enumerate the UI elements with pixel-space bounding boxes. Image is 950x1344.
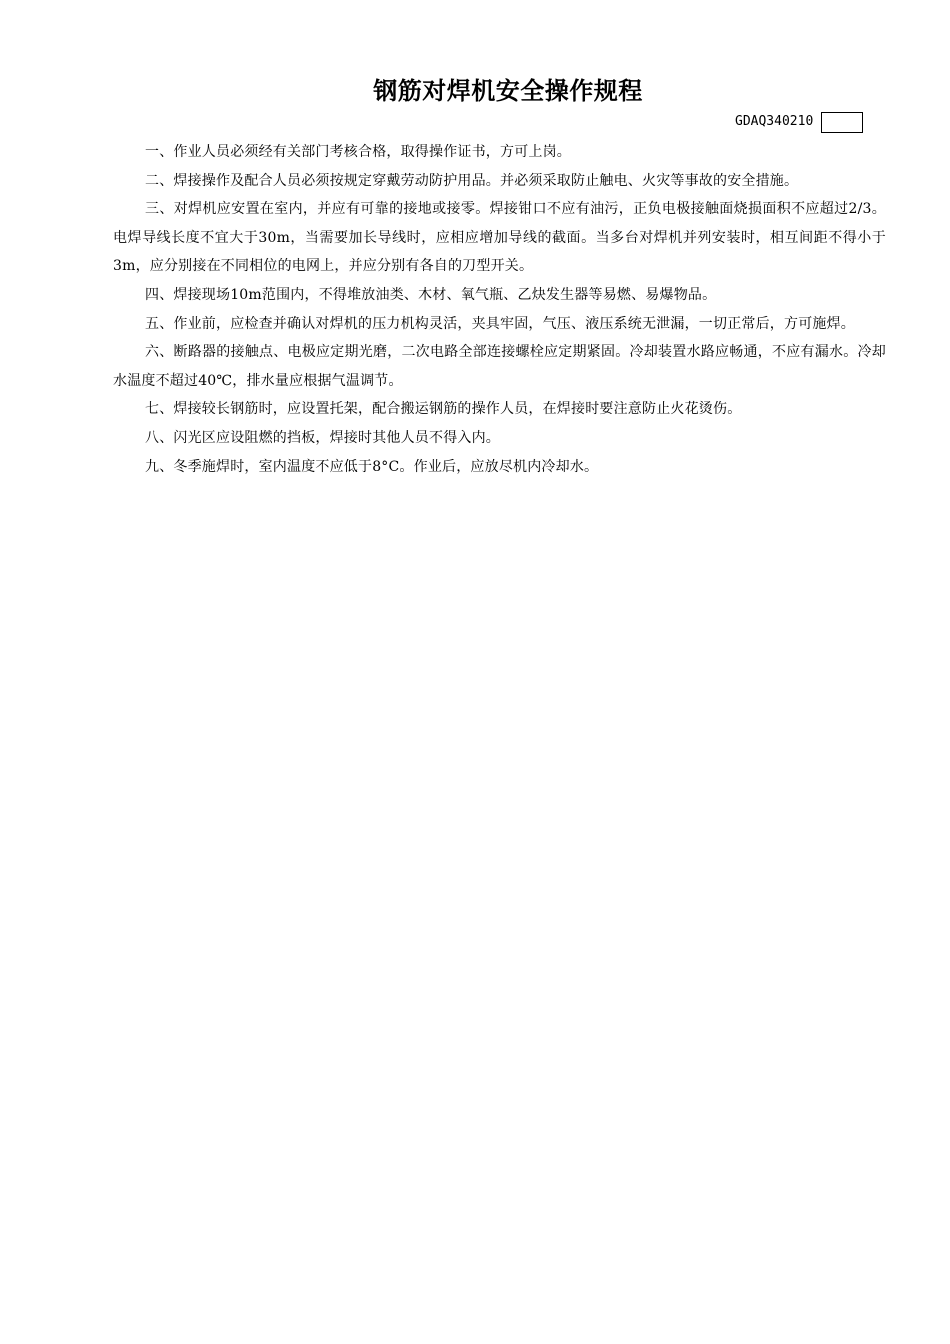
rule-paragraph-1: 一、作业人员必须经有关部门考核合格，取得操作证书，方可上岗。 (145, 144, 571, 160)
rule-paragraph-9: 九、冬季施焊时，室内温度不应低于8°C。作业后，应放尽机内冷却水。 (145, 458, 599, 475)
rule-paragraph-4: 四、焊接现场10m范围内，不得堆放油类、木材、氧气瓶、乙炔发生器等易燃、易爆物品。 (145, 286, 717, 303)
rule-paragraph-8: 八、闪光区应设阻燃的挡板，焊接时其他人员不得入内。 (145, 429, 500, 446)
document-code-row (735, 110, 863, 134)
rule-paragraph-5: 五、作业前，应检查并确认对焊机的压力机构灵活，夹具牢固，气压、液压系统无泄漏，一切正常后，方可施焊。 (145, 315, 855, 332)
document-body (113, 138, 886, 481)
document-title: 钢筋对焊机安全操作规程 (373, 77, 643, 105)
rule-paragraph-2: 二、焊接操作及配合人员必须按规定穿戴劳动防护用品。并必须采取防止触电、火灾等事故的安全措施。 (145, 172, 799, 189)
rule-paragraph-6: 六、断路器的接触点、电极应定期光磨，二次电路全部连接螺栓应定期紧固。冷却装置水路应畅通，不应有漏水。冷却水温度不超过40℃，排水量应根据气温调节。 (113, 344, 886, 389)
rule-paragraph-7: 七、焊接较长钢筋时，应设置托架，配合搬运钢筋的操作人员，在焊接时要注意防止火花烫伤。 (145, 401, 742, 418)
code-box (821, 112, 863, 133)
rule-paragraph-3: 三、对焊机应安置在室内，并应有可靠的接地或接零。焊接钳口不应有油污，正负电极接触面烧损面积不应超过2/3。电焊导线长度不宜大于30m，当需要加长导线时，应相应增加导线的截面。当多台对焊机并列安装时，相互间距不得小于3m，应分别接在不同相位的电网上，并应分别有各自的刀型开关。 (113, 201, 886, 275)
document-code: GDAQ340210 (735, 114, 814, 129)
